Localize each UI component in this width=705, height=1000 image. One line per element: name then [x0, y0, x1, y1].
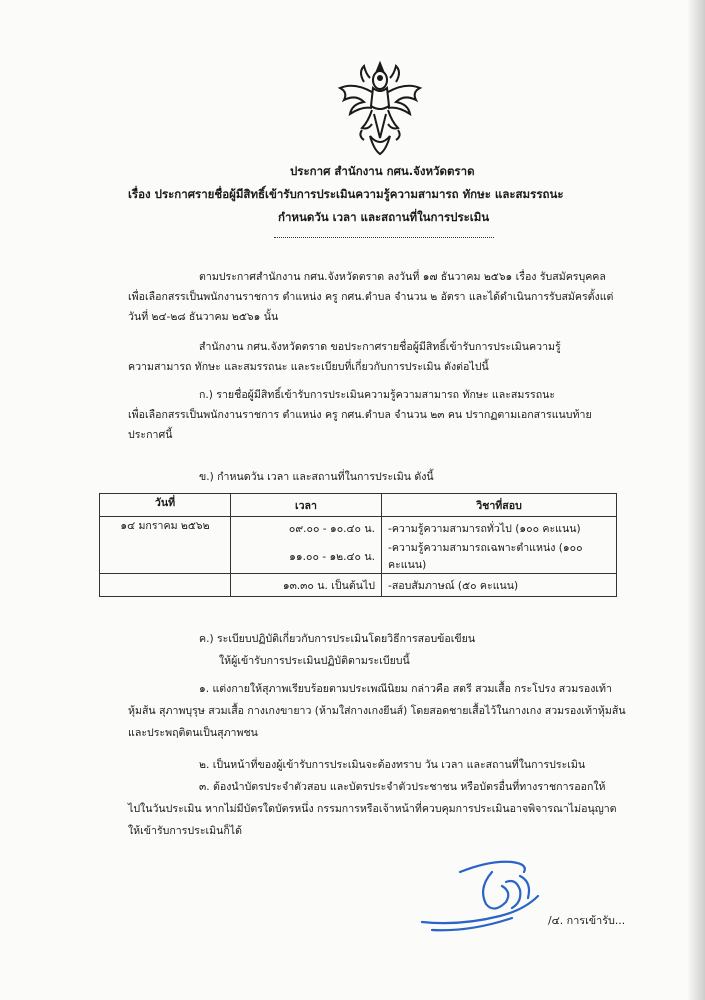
exam-date: ๑๔ มกราคม ๒๕๖๒ [100, 517, 231, 574]
garuda-emblem-icon [334, 58, 426, 158]
page-continuation: /๔. การเข้ารับ... [548, 914, 626, 927]
table-header-date: วันที่ [100, 494, 231, 517]
paragraph-2-line-2: ความสามารถ ทักษะ และสมรรถนะ และระเบียบที่เกี่ยวกับการประเมิน ดังต่อไปนี้ [128, 361, 489, 373]
rule-3-line-2: ไปในวันประเมิน หากไม่มีบัตรใดบัตรหนึ่ง กรรมการหรือเจ้าหน้าที่ควบคุมการประเมินอาจพิจารณาไม่อนุญาต [128, 803, 617, 815]
time-cell: ๑๓.๓๐ น. เป็นต้นไป [231, 574, 382, 597]
subject-text: ประกาศรายชื่อผู้มีสิทธิ์เข้ารับการประเมินความรู้ความสามารถ ทักษะ และสมรรถนะ [150, 187, 564, 201]
rules-intro: ให้ผู้เข้ารับการประเมินปฏิบัติตามระเบียบนี้ [219, 655, 410, 667]
rule-1-line-3: และประพฤติตนเป็นสุภาพชน [128, 727, 258, 739]
rule-3-line-3: ให้เข้ารับการประเมินก็ได้ [128, 825, 243, 837]
subject-label: เรื่อง [128, 187, 151, 201]
table-header-row [100, 494, 617, 517]
announcement-subject [128, 183, 705, 206]
page-edge-shadow [687, 0, 705, 1000]
section-kho2: ค.) ระเบียบปฏิบัติเกี่ยวกับการประเมินโดยวิธีการสอบข้อเขียน [199, 633, 476, 645]
subject-cell: -ความรู้ความสามารถเฉพาะตำแหน่ง (๑๐๐ คะแนน) [382, 539, 617, 574]
subject-cell: -สอบสัมภาษณ์ (๕๐ คะแนน) [382, 574, 617, 597]
subject-cell: -ความรู้ความสามารถทั่วไป (๑๐๐ คะแนน) [382, 517, 617, 540]
signature-mark [420, 842, 550, 934]
schedule-table [99, 493, 617, 597]
empty-date-cell [100, 574, 231, 597]
paragraph-1-line-1: ตามประกาศสำนักงาน กศน.จังหวัดตราด ลงวันที่ ๑๗ ธันวาคม ๒๕๖๑ เรื่อง รับสมัครบุคคล [199, 271, 606, 283]
announcement-header [0, 160, 705, 229]
section-ka-line-2: เพื่อเลือกสรรเป็นพนักงานราชการ ตำแหน่ง ครู กศน.ตำบล จำนวน ๒๓ คน ปรากฏตามเอกสารแนบท้าย [128, 409, 592, 421]
paragraph-1-line-2: เพื่อเลือกสรรเป็นพนักงานราชการ ตำแหน่ง ครู กศน.ตำบล จำนวน ๒ อัตรา และได้ดำเนินการรับสมัครตั้งแต่ [128, 291, 614, 303]
rule-2: ๒. เป็นหน้าที่ของผู้เข้ารับการประเมินจะต้องทราบ วัน เวลา และสถานที่ในการประเมิน [199, 759, 586, 771]
paragraph-2-line-1: สำนักงาน กศน.จังหวัดตราด ขอประกาศรายชื่อผู้มีสิทธิ์เข้ารับการประเมินความรู้ [199, 341, 561, 353]
table-row [100, 574, 617, 597]
time-cell: ๑๑.๐๐ - ๑๒.๔๐ น. [231, 539, 382, 574]
section-ka-line-3: ประกาศนี้ [128, 429, 173, 441]
section-kho: ข.) กำหนดวัน เวลา และสถานที่ในการประเมิน ดังนี้ [199, 471, 434, 483]
paragraph-1-line-3: วันที่ ๒๔-๒๘ ธันวาคม ๒๕๖๑ นั้น [128, 311, 279, 323]
section-ka-line-1: ก.) รายชื่อผู้มีสิทธิ์เข้ารับการประเมินความรู้ความสามารถ ทักษะ และสมรรถนะ [199, 389, 556, 401]
rule-1-line-1: ๑. แต่งกายให้สุภาพเรียบร้อยตามประเพณีนิยม กล่าวคือ สตรี สวมเสื้อ กระโปรง สวมรองเท้า [199, 683, 612, 695]
rule-3-line-1: ๓. ต้องนำบัตรประจำตัวสอบ และบัตรประจำตัวประชาชน หรือบัตรอื่นที่ทางราชการออกให้ [199, 781, 606, 793]
header-divider [274, 237, 494, 238]
table-header-time: เวลา [231, 494, 382, 517]
announcement-title: ประกาศ สำนักงาน กศน.จังหวัดตราด [290, 164, 475, 178]
rule-1-line-2: หุ้มส้น สุภาพบุรุษ สวมเสื้อ กางเกงขายาว (ห้ามใส่กางเกงยีนส์) โดยสอดชายเสื้อไว้ในกางเกง สวมรองเท้าหุ้มส้น [128, 705, 626, 717]
time-cell: ๐๙.๐๐ - ๑๐.๔๐ น. [231, 517, 382, 540]
announcement-subtitle: กำหนดวัน เวลา และสถานที่ในการประเมิน [278, 210, 490, 224]
table-row [100, 517, 617, 540]
table-header-subject: วิชาที่สอบ [382, 494, 617, 517]
